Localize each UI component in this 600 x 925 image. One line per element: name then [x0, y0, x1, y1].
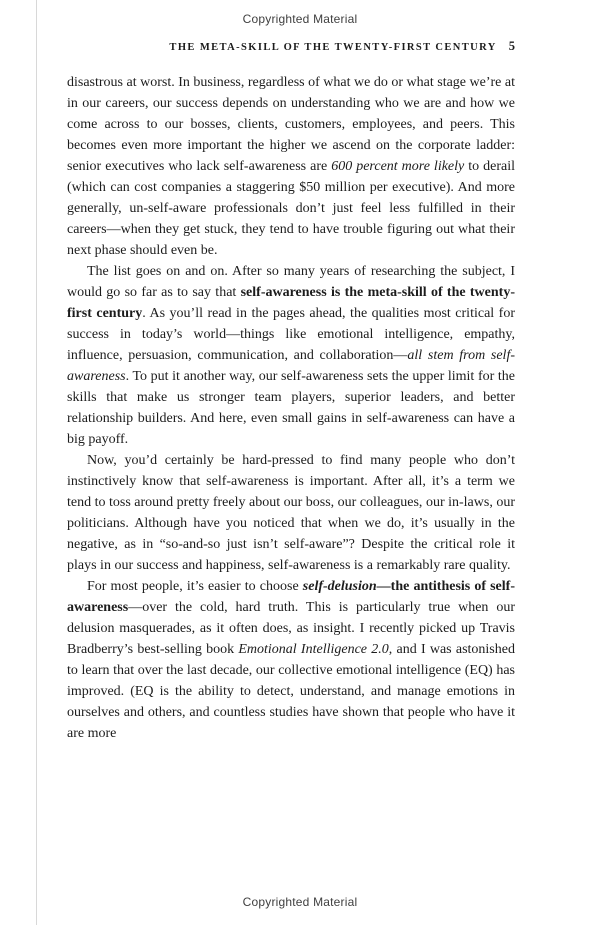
- body-paragraph: [67, 576, 515, 744]
- text-segment-italic: all stem from self-awareness: [67, 348, 515, 384]
- text-segment-italic: 600 percent more likely: [331, 159, 465, 174]
- text-segment-bold: —the antithesis of self-awareness: [67, 579, 515, 615]
- text-segment-bold-italic: self-delusion: [302, 579, 377, 594]
- copyright-watermark-bottom: Copyrighted Material: [242, 895, 358, 909]
- text-segment-normal: , and I was astonished to learn that over the last decade, our collective emotional intelligence (EQ) has improved. (EQ is the ability to detect, understand, and manage emotions in ourselves and others, and countless studies have shown that people who have it are more: [67, 642, 515, 741]
- running-header: [67, 37, 515, 55]
- text-segment-normal: to derail (which can cost companies a staggering $50 million per executive). And more generally, un-self-aware professionals don’t just feel less fulfilled in their careers—when they get stuck, they tend to have trouble figuring out what their next phase should even be.: [67, 159, 516, 258]
- text-segment-normal: For most people, it’s easier to choose: [87, 579, 303, 594]
- page-edge-shadow: [36, 0, 37, 925]
- chapter-title: THE META-SKILL OF THE TWENTY-FIRST CENTURY: [169, 42, 497, 53]
- text-segment-normal: . To put it another way, our self-awareness sets the upper limit for the skills that make us stronger team players, superior leaders, and better relationship builders. And here, even small gains in self-awareness can have a big payoff.: [67, 369, 515, 447]
- body-paragraph: [67, 450, 515, 576]
- body-paragraph: [67, 72, 515, 261]
- text-segment-normal: The list goes on and on. After so many years of researching the subject, I would go so far as to say that: [67, 264, 515, 300]
- text-segment-normal: —over the cold, hard truth. This is particularly true when our delusion masquerades, as it often does, as insight. I recently picked up Travis Bradberry’s best-selling book: [67, 600, 515, 657]
- body-paragraph: [67, 261, 515, 450]
- page-number: 5: [508, 39, 515, 53]
- text-segment-italic: Emotional Intelligence 2.0: [238, 642, 389, 657]
- body-text: [67, 72, 515, 744]
- text-segment-normal: disastrous at worst. In business, regardless of what we do or what stage we’re at in our careers, our success depends on understanding who we are and how we come across to our bosses, clients, customers, employees, and peers. This becomes even more important the higher we ascend on the corporate ladder: senior executives who lack self-awareness are: [67, 75, 515, 174]
- copyright-watermark-top: Copyrighted Material: [242, 12, 358, 26]
- text-segment-normal: Now, you’d certainly be hard-pressed to find many people who don’t instinctively know that self-awareness is important. After all, it’s a term we tend to toss around pretty freely about our boss, our colleagues, our in-laws, our politicians. Although have you noticed that when we do, it’s usually in the negative, as in “so-and-so just isn’t self-aware”? Despite the critical role it plays in our success and happiness, self-awareness is a remarkably rare quality.: [67, 453, 515, 573]
- text-segment-normal: . As you’ll read in the pages ahead, the qualities most critical for success in today’s world—things like emotional intelligence, empathy, influence, persuasion, communication, and collaboration—: [67, 306, 515, 363]
- text-segment-bold: self-awareness is the meta-skill of the twenty-first century: [67, 285, 515, 321]
